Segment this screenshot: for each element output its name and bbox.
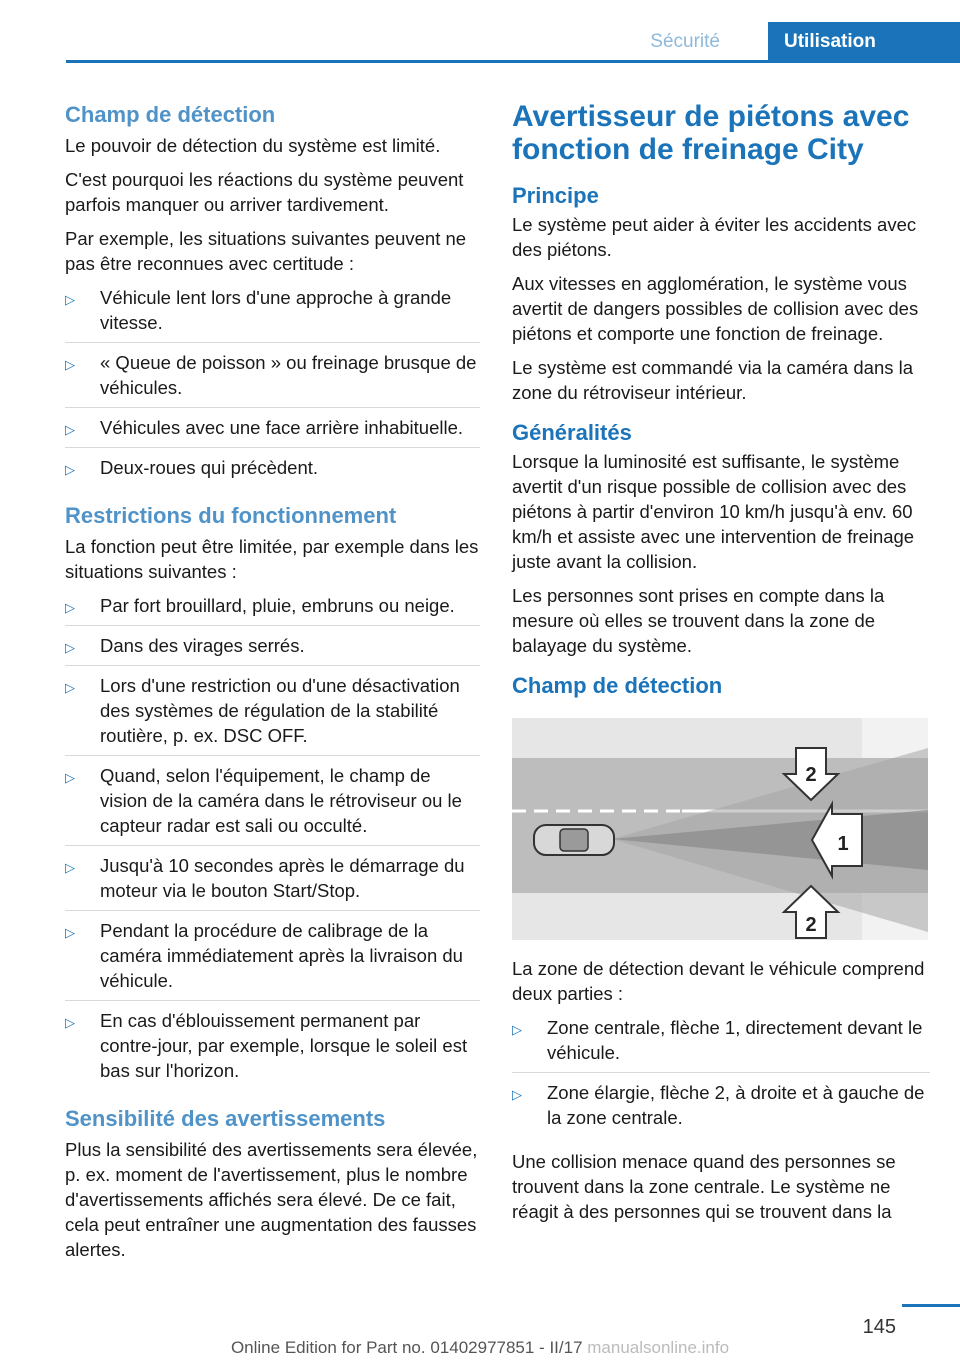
list-item: ▷ « Queue de poisson » ou freinage brusque de véhicules. xyxy=(65,350,480,408)
list-item: ▷ Zone élargie, flèche 2, à droite et à gauche de la zone centrale. xyxy=(512,1082,925,1128)
triangle-bullet-icon: ▷ xyxy=(65,357,75,372)
paragraph: Lorsque la luminosité est suffisante, le système avertit d'un risque possible de collision avec des piétons à partir d'environ 10 km/h jusqu'à env. 60 km/h et assiste avec une intervention de freinage juste avant la collision. xyxy=(512,451,915,572)
section-title-champ-detection: Champ de détection xyxy=(512,673,723,698)
paragraph: Le système peut aider à éviter les accidents avec des piétons. xyxy=(512,214,917,260)
triangle-bullet-icon: ▷ xyxy=(65,925,75,940)
triangle-bullet-icon: ▷ xyxy=(65,462,75,477)
footer-edition: Online Edition for Part no. 01402977851 - II/17 manualsonline.info xyxy=(230,1338,730,1357)
arrow-1-label: 1 xyxy=(837,833,849,855)
paragraph: Plus la sensibilité des avertissements sera élevée, p. ex. moment de l'avertissement, plus le nombre d'avertissements affichés sera élevé. De ce fait, cela peut entraîner une augmentation des fausses alertes. xyxy=(65,1139,478,1260)
triangle-bullet-icon: ▷ xyxy=(65,422,75,437)
arrow-2-top-label: 2 xyxy=(805,764,817,786)
chapter-title: Avertisseur de piétons avec fonction de freinage City xyxy=(512,100,910,166)
tab-utilisation[interactable]: Utilisation xyxy=(768,22,960,60)
triangle-bullet-icon: ▷ xyxy=(512,1022,522,1037)
paragraph: Les personnes sont prises en compte dans la mesure où elles se trouvent dans la zone de balayage du système. xyxy=(512,585,885,656)
section-title-sensibilite: Sensibilité des avertissements xyxy=(65,1106,386,1131)
triangle-bullet-icon: ▷ xyxy=(65,640,75,655)
triangle-bullet-icon: ▷ xyxy=(65,292,75,307)
list-item: ▷ Lors d'une restriction ou d'une désactivation des systèmes de régulation de la stabilité routière, p. ex. DSC OFF. xyxy=(65,673,480,756)
paragraph: Le pouvoir de détection du système est limité. xyxy=(65,135,441,156)
paragraph: Aux vitesses en agglomération, le système vous avertit de dangers possibles de collision avec des piétons et comporte une fonction de freinage. xyxy=(512,273,919,344)
detection-zone-figure xyxy=(512,718,928,940)
list-item: ▷ Zone centrale, flèche 1, directement devant le véhicule. xyxy=(512,1015,930,1073)
triangle-bullet-icon: ▷ xyxy=(65,680,75,695)
list-item: ▷ Par fort brouillard, pluie, embruns ou neige. xyxy=(65,593,480,626)
list-item: ▷ Dans des virages serrés. xyxy=(65,633,480,666)
list-item: ▷ Jusqu'à 10 secondes après le démarrage du moteur via le bouton Start/Stop. xyxy=(65,853,480,911)
triangle-bullet-icon: ▷ xyxy=(65,860,75,875)
page-number: 145 xyxy=(862,1316,896,1338)
list-item: ▷ En cas d'éblouissement permanent par contre-jour, par exemple, lorsque le soleil est bas sur l'horizon. xyxy=(65,1010,468,1081)
paragraph: La fonction peut être limitée, par exemple dans les situations suivantes : xyxy=(65,536,479,582)
right-column xyxy=(512,100,930,1233)
footer-rule xyxy=(902,1304,960,1307)
triangle-bullet-icon: ▷ xyxy=(65,770,75,785)
list-item: ▷ Véhicule lent lors d'une approche à grande vitesse. xyxy=(65,285,480,343)
paragraph: Par exemple, les situations suivantes peuvent ne pas être reconnues avec certitude : xyxy=(65,228,467,274)
triangle-bullet-icon: ▷ xyxy=(512,1087,522,1102)
arrow-2-bottom-label: 2 xyxy=(805,914,817,936)
triangle-bullet-icon: ▷ xyxy=(65,1015,75,1030)
list-item: ▷ Quand, selon l'équipement, le champ de vision de la caméra dans le rétroviseur ou le capteur radar est sali ou occulté. xyxy=(65,763,480,846)
paragraph: La zone de détection devant le véhicule comprend deux parties : xyxy=(512,958,925,1004)
paragraph: Une collision menace quand des personnes se trouvent dans la zone centrale. Le système ne réagit à des personnes qui se trouvent dans la xyxy=(512,1151,896,1222)
header-rule xyxy=(66,60,960,63)
paragraph: C'est pourquoi les réactions du système peuvent parfois manquer ou arriver tardivement. xyxy=(65,169,464,215)
list-situations xyxy=(65,285,480,487)
watermark: manualsonline.info xyxy=(587,1338,730,1357)
paragraph: Le système est commandé via la caméra dans la zone du rétroviseur intérieur. xyxy=(512,357,914,403)
tab-securite[interactable]: Sécurité xyxy=(650,31,720,52)
section-title-champ: Champ de détection xyxy=(65,102,276,127)
list-item: ▷ Pendant la procédure de calibrage de la caméra immédiatement après la livraison du véhicule. xyxy=(65,918,480,1001)
triangle-bullet-icon: ▷ xyxy=(65,600,75,615)
car-icon xyxy=(534,825,614,855)
list-item: ▷ Véhicules avec une face arrière inhabituelle. xyxy=(65,415,480,448)
list-restrictions xyxy=(65,593,480,1090)
list-item: ▷ Deux-roues qui précèdent. xyxy=(65,455,480,487)
list-zones xyxy=(512,1015,930,1137)
left-column xyxy=(65,100,480,1271)
section-title-principe: Principe xyxy=(512,183,599,208)
section-title-restrictions: Restrictions du fonctionnement xyxy=(65,503,397,528)
section-title-generalites: Généralités xyxy=(512,420,632,445)
